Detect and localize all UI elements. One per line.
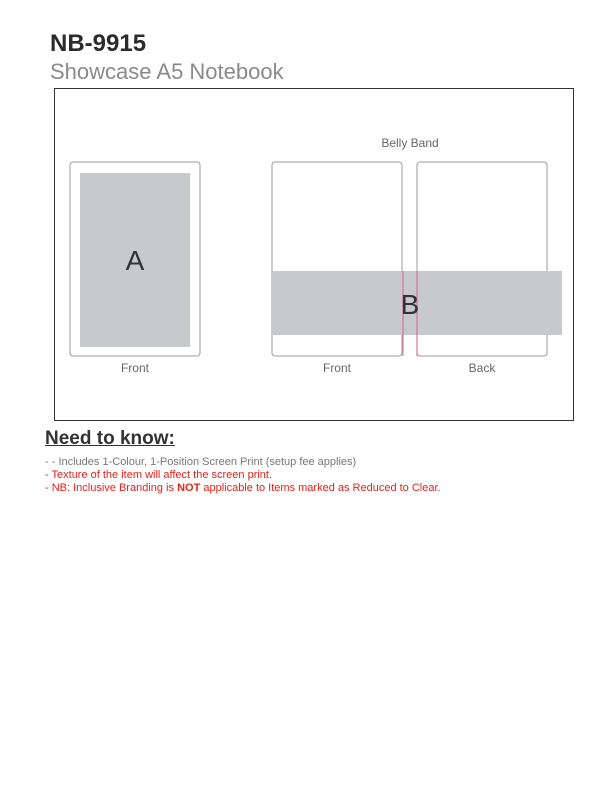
product-code: NB-9915 (50, 30, 147, 57)
print-area-b-letter: B (400, 289, 420, 320)
notebook-illustration (55, 89, 573, 419)
note-texture: - Texture of the item will affect the screen print. (45, 469, 273, 481)
notes-list (45, 456, 441, 495)
note3-emphasis: NOT (177, 482, 201, 494)
product-name: Showcase A5 Notebook (50, 59, 284, 84)
note3-prefix: - NB: Inclusive Branding is (45, 482, 178, 494)
label-front-a: Front (120, 361, 150, 375)
belly-band-title: Belly Band (381, 136, 439, 150)
note-branding-exclusion (45, 482, 441, 495)
label-front-b: Front (322, 361, 352, 375)
print-area-a-letter: A (125, 245, 145, 276)
need-to-know-heading: Need to know: (45, 428, 175, 449)
note-print-includes: - - Includes 1-Colour, 1-Position Screen Print (setup fee applies) (45, 456, 357, 468)
branding-diagram (54, 88, 574, 421)
note3-suffix: applicable to Items marked as Reduced to Clear. (200, 482, 441, 494)
label-back-b: Back (468, 361, 496, 375)
